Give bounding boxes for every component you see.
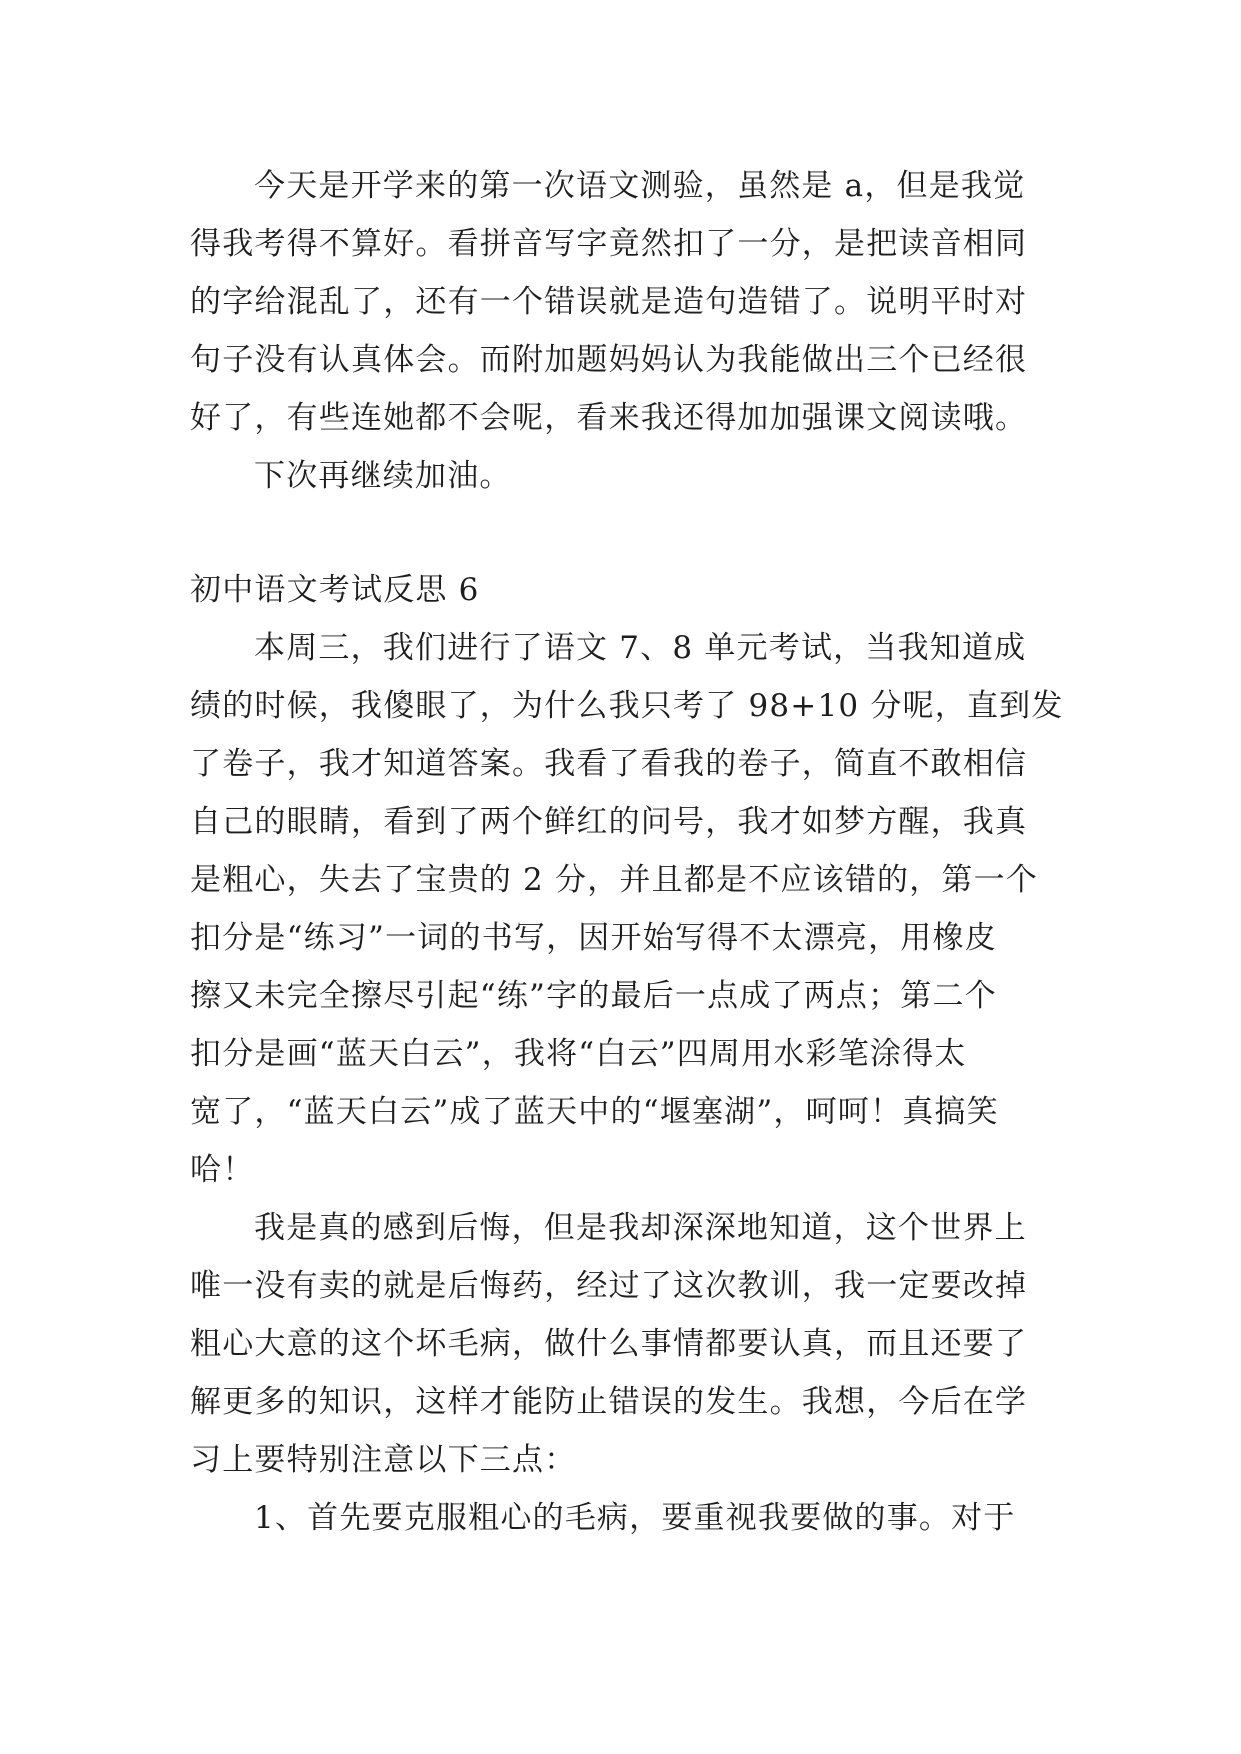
paragraph-line: 擦又未完全擦尽引起“练”字的最后一点成了两点；第二个	[190, 978, 997, 1014]
paragraph-line: 了卷子，我才知道答案。我看了看我的卷子，简直不敢相信	[190, 746, 1028, 782]
paragraph-line: 今天是开学来的第一次语文测验，虽然是 a，但是我觉	[254, 168, 1026, 204]
paragraph-line: 解更多的知识，这样才能防止错误的发生。我想，今后在学	[190, 1384, 1028, 1420]
paragraph-line: 1、首先要克服粗心的毛病，要重视我要做的事。对于	[254, 1500, 1016, 1536]
paragraph-line: 的字给混乱了，还有一个错误就是造句造错了。说明平时对	[190, 284, 1028, 320]
paragraph-line: 粗心大意的这个坏毛病，做什么事情都要认真，而且还要了	[190, 1326, 1028, 1362]
paragraph-line: 好了，有些连她都不会呢，看来我还得加加强课文阅读哦。	[190, 400, 1028, 436]
paragraph-line: 本周三，我们进行了语文 7、8 单元考试，当我知道成	[254, 630, 1027, 666]
paragraph-line: 扣分是“练习”一词的书写，因开始写得不太漂亮，用橡皮	[190, 920, 997, 956]
paragraph-line: 得我考得不算好。看拼音写字竟然扣了一分，是把读音相同	[190, 226, 1028, 262]
paragraph-line: 句子没有认真体会。而附加题妈妈认为我能做出三个已经很	[190, 342, 1028, 378]
paragraph-line: 唯一没有卖的就是后悔药，经过了这次教训，我一定要改掉	[190, 1268, 1028, 1304]
paragraph-line: 我是真的感到后悔，但是我却深深地知道，这个世界上	[254, 1210, 1027, 1246]
section-title: 初中语文考试反思 6	[190, 572, 480, 608]
paragraph-line: 宽了，“蓝天白云”成了蓝天中的“堰塞湖”，呵呵！真搞笑	[190, 1094, 999, 1130]
paragraph-line: 习上要特别注意以下三点：	[190, 1442, 577, 1478]
paragraph-line: 绩的时候，我傻眼了，为什么我只考了 98+10 分呢，直到发	[190, 688, 1064, 724]
paragraph-line: 哈！	[190, 1152, 255, 1188]
paragraph-line: 扣分是画“蓝天白云”，我将“白云”四周用水彩笔涂得太	[190, 1036, 967, 1072]
paragraph-line: 自己的眼睛，看到了两个鲜红的问号，我才如梦方醒，我真	[190, 804, 1028, 840]
paragraph-line: 是粗心，失去了宝贵的 2 分，并且都是不应该错的，第一个	[190, 862, 1039, 898]
paragraph-line: 下次再继续加油。	[254, 458, 512, 494]
